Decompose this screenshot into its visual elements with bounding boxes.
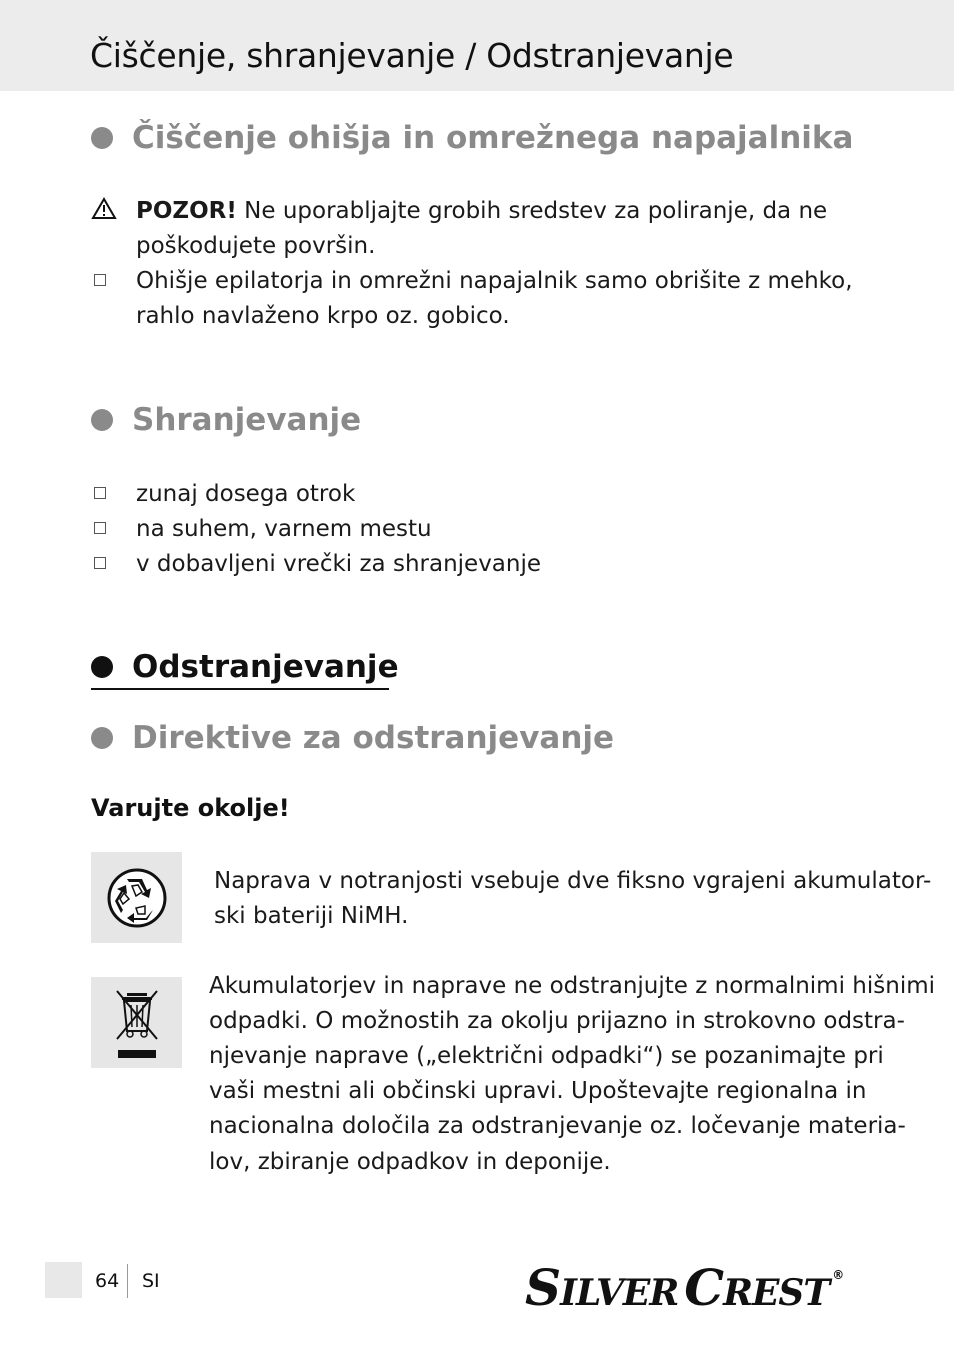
footer-divider	[127, 1264, 128, 1298]
weee-text-line: njevanje naprave („električni odpadki“) se pozanimajte pri	[209, 1043, 884, 1069]
cleaning-step-continued: rahlo navlaženo krpo oz. gobico.	[136, 303, 510, 329]
checkbox-icon	[94, 557, 106, 569]
weee-icon-box	[91, 977, 182, 1068]
storage-item-text: v dobavljeni vrečki za shranjevanje	[136, 551, 542, 577]
recycle-icon	[105, 866, 169, 930]
section-heading-storage	[91, 400, 361, 440]
cleaning-step	[91, 264, 853, 299]
language-code: SI	[142, 1270, 160, 1292]
weee-text-line: Akumulatorjev in naprave ne odstranjujte z normalnimi hišnimi	[209, 973, 936, 999]
weee-text-line: nacionalna določila za odstranjevanje oz. ločevanje materia-	[209, 1113, 906, 1139]
checkbox-icon	[94, 487, 106, 499]
storage-item	[91, 477, 355, 512]
page-number: 64	[95, 1270, 120, 1292]
storage-item	[91, 547, 541, 582]
crossed-bin-icon	[107, 983, 167, 1063]
recycle-icon-box	[91, 852, 182, 943]
bullet-dot	[91, 656, 113, 678]
section-heading-storage-text: Shranjevanje	[132, 402, 362, 438]
storage-item	[91, 512, 432, 547]
cleaning-step-text: Ohišje epilatorja in omrežni napajalnik samo obrišite z mehko,	[136, 268, 853, 294]
section-heading-cleaning	[91, 118, 853, 158]
warning-line	[91, 194, 827, 229]
checkbox-icon	[94, 522, 106, 534]
warning-text: Ne uporabljajte grobih sredstev za poliranje, da ne	[236, 198, 828, 224]
storage-item-text: na suhem, varnem mestu	[136, 516, 432, 542]
weee-text-line: vaši mestni ali občinski upravi. Upoštevajte regionalna in	[209, 1078, 867, 1104]
checkbox-icon	[94, 274, 106, 286]
section-heading-directives-text: Direktive za odstranjevanje	[132, 720, 615, 756]
storage-item-text: zunaj dosega otrok	[136, 481, 356, 507]
warning-triangle-icon	[91, 194, 136, 229]
weee-text-line: odpadki. O možnostih za okolju prijazno in strokovno odstra-	[209, 1008, 905, 1034]
bullet-dot	[91, 727, 113, 749]
section-heading-disposal	[91, 647, 399, 687]
subheading-protect-environment: Varujte okolje!	[91, 794, 290, 822]
page-title: Čiščenje, shranjevanje / Odstranjevanje	[90, 36, 734, 75]
brand-logo: S ILVER C REST ®	[525, 1258, 844, 1317]
section-heading-cleaning-text: Čiščenje ohišja in omrežnega napajalnika	[132, 120, 854, 156]
recycle-text-line: Naprava v notranjosti vsebuje dve fiksno vgrajeni akumulator-	[214, 868, 932, 894]
section-heading-directives	[91, 718, 614, 758]
warning-label: POZOR!	[136, 198, 237, 224]
section-heading-disposal-text: Odstranjevanje	[132, 649, 399, 685]
warning-text-continued: poškodujete površin.	[136, 233, 376, 259]
bullet-dot	[91, 127, 113, 149]
weee-text-line: lov, zbiranje odpadkov in deponije.	[209, 1149, 611, 1175]
footer-tab	[45, 1262, 82, 1298]
heading-underline	[91, 688, 389, 690]
recycle-text-line: ski bateriji NiMH.	[214, 903, 409, 929]
bullet-dot	[91, 409, 113, 431]
